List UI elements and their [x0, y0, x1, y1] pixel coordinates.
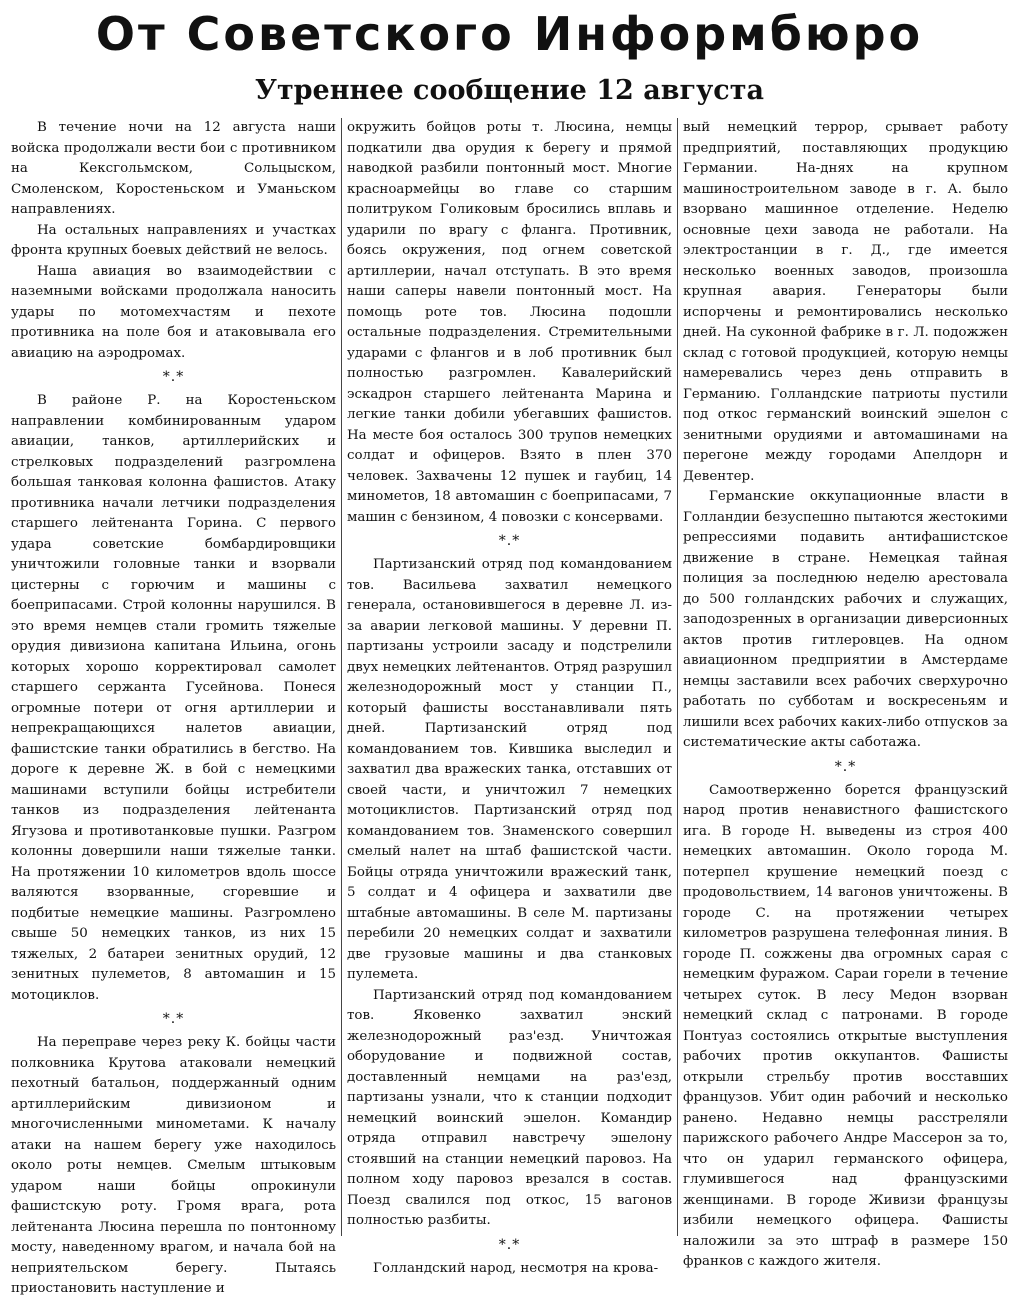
section-separator: *.* [834, 758, 857, 775]
paragraph: Наша авиация во взаимодействии с наземными войсками продолжала наносить удары по мотомехчастям и пехоте противника на поле боя и атаковывала его авиацию на аэродромах. [11, 263, 336, 361]
paragraph: Самоотверженно борется французский народ против ненавистного фашистского ига. В городе Н. выведены из строя 400 немецких автомашин. Около города М. потерпел крушение немецкий поезд с продовольствием, 14 вагонов уничтожены. В городе С. на протяжении четырех километров разрушена телефонная линия. В городе П. сожжены два огромных сарая с немецким фуражом. Сараи горели в течение четырех суток. В лесу Медон взорван немецкий склад с патронами. В городе Понтуаз состоялись открытые выступления рабочих против оккупантов. Фашисты открыли стрельбу против восставших французов. Убит один рабочий и несколько ранено. Недавно немцы расстреляли парижского рабочего Андре Массерон за то, что он ударил германского офицера, глумившегося над французскими женщинами. В городе Живизи французы избили немецкого офицера. Фашисты наложили за это штраф в размере 150 франков с каждого жителя. [683, 782, 1008, 1269]
paragraph: вый немецкий террор, срывает работу предприятий, поставляющих продукцию Германии. На-днях на крупном машиностроительном заводе в г. А. было взорвано машинное отделение. Неделю основные цехи завода не работали. На электростанции в г. Д., где имеется несколько военных заводов, произошла крупная авария. Генераторы были испорчены и ремонтировались несколько дней. На суконной фабрике в г. Л. подожжен склад с готовой продукцией, которую немцы намеревались через день отправить в Германию. Голландские патриоты пустили под откос германский воинский эшелон с зенитными орудиями и автомашинами на перегоне между городами Апелдорн и Девентер. [683, 120, 1008, 484]
paragraph: Германские оккупационные власти в Голландии безуспешно пытаются жестокими репрессиями подавить антифашистское движение в стране. Немецкая тайная полиция за последнюю неделю арестовала до 500 голландских рабочих и служащих, заподозренных в организации диверсионных актов против гитлеровцев. На одном авиационном предприятии в Амстердаме немцы заставили всех рабочих сверхурочно работать по субботам и воскресеньям и лишили всех рабочих каких-либо отпусков за систематические акты саботажа. [683, 489, 1008, 750]
paragraph: На остальных направлениях и участках фронта крупных боевых действий не велось. [11, 222, 336, 258]
paragraph: Голландский народ, несмотря на крова- [373, 1260, 659, 1276]
paragraph: На переправе через реку К. бойцы части полковника Крутова атаковали немецкий пехотный батальон, поддержанный одним артиллерийским дивизионом и многочисленными минометами. К началу атаки на нашем берегу уже находилось около роты немцев. Смелым штыковым ударом наши бойцы опрокинули фашистскую роту. Громя врага, рота лейтенанта Люсина перешла по понтонному мосту, наведенному врагом, и начала бой на неприятельском берегу. Пытаясь приостановить наступление и [11, 1035, 336, 1296]
article-columns [6, 118, 1013, 1296]
section-separator: *.* [498, 533, 521, 549]
column-2 [342, 118, 678, 1276]
section-separator: *.* [162, 1011, 185, 1027]
column-3 [678, 118, 1013, 1269]
page-subtitle: Утреннее сообщение 12 августа [255, 75, 764, 106]
section-separator: *.* [162, 369, 185, 385]
paragraph: В районе Р. на Коростеньском направлении комбинированным ударом авиации, танков, артиллерийских и стрелковых подразделений разгромлена большая танковая колонна фашистов. Атаку противника начали летчики подразделения старшего лейтенанта Горина. С первого удара советские бомбардировщики уничтожили головные танки и взорвали цистерны с горючим и машины с боеприпасами. Строй колонны нарушился. В это время немцев стали громить тяжелые орудия дивизиона капитана Ильина, огонь которых хорошо корректировал самолет старшего сержанта Гусейнова. Понеся огромные потери от огня артиллерии и непрекращающихся налетов авиации, фашистские танки обратились в бегство. На дороге к деревне Ж. в бой с немецкими машинами вступили бойцы истребители танков из подразделения лейтенанта Ягузова и противотанковые пушки. Разгром колонны довершили наши тяжелые танки. На протяжении 10 километров вдоль шоссе валяются взорванные, сгоревшие и подбитые немецкие машины. Разгромлено свыше 50 немецких танков, из них 15 тяжелых, 2 батареи зенитных орудий, 12 зенитных пулеметов, 8 автомашин и 15 мотоциклов. [11, 393, 336, 1003]
page-title: От Советского Информбюро [95, 7, 924, 61]
paragraph: окружить бойцов роты т. Люсина, немцы подкатили два орудия к берегу и прямой наводкой разбили понтонный мост. Многие красноармейцы во главе со старшим политруком Голиковым бросились вплавь и ударили по врагу с фланга. Противник, боясь окружения, под огнем советской артиллерии, начал отступать. В это время наши саперы навели понтонный мост. На помощь роте тов. Люсина подошли остальные подразделения. Стремительными ударами с флангов и в лоб противник был полностью разгромлен. Кавалерийский эскадрон старшего лейтенанта Марина и легкие танки добили убегавших фашистов. На месте боя осталось 300 трупов немецких солдат и офицеров. Взято в плен 370 человек. Захвачены 12 пушек и гаубиц, 14 минометов, 18 автомашин с боеприпасами, 7 машин с бензином, 4 повозки с консервами. [347, 120, 672, 525]
section-separator: *.* [498, 1236, 521, 1253]
paragraph: Партизанский отряд под командованием тов. Васильева захватил немецкого генерала, остановившегося в деревне Л. из-за аварии легковой машины. У деревни П. партизаны устроили засаду и подстрелили двух немецких лейтенантов. Отряд разрушил железнодорожный мост у станции П., который фашисты восстанавливали пять дней. Партизанский отряд под командованием тов. Кившика выследил и захватил два вражеских танка, отставших от своей части, и уничтожил 7 немецких мотоциклистов. Партизанский отряд под командованием тов. Знаменского совершил смелый налет на штаб фашистской части. Бойцы отряда уничтожили вражеский танк, 5 солдат и 4 офицера и захватили две штабные автомашины. В селе М. партизаны перебили 20 немецких солдат и захватили две грузовые машины и два станковых пулемета. [347, 557, 672, 982]
paragraph: В течение ночи на 12 августа наши войска продолжали вести бои с противником на Кексгольмском, Сольцыском, Смоленском, Коростеньском и Уманьском направлениях. [11, 120, 336, 217]
paragraph: Партизанский отряд под командованием тов. Яковенко захватил энский железнодорожный раз'езд. Уничтожая оборудование и подвижной состав, доставленный немцами на раз'езд, партизаны узнали, что к станции подходит немецкий воинский эшелон. Командир отряда отправил навстречу эшелону стоявший на станции немецкий паровоз. На полном ходу паровоз врезался в состав. Поезд свалился под откос, 15 вагонов полностью разбиты. [347, 987, 672, 1228]
column-1 [6, 118, 342, 1296]
